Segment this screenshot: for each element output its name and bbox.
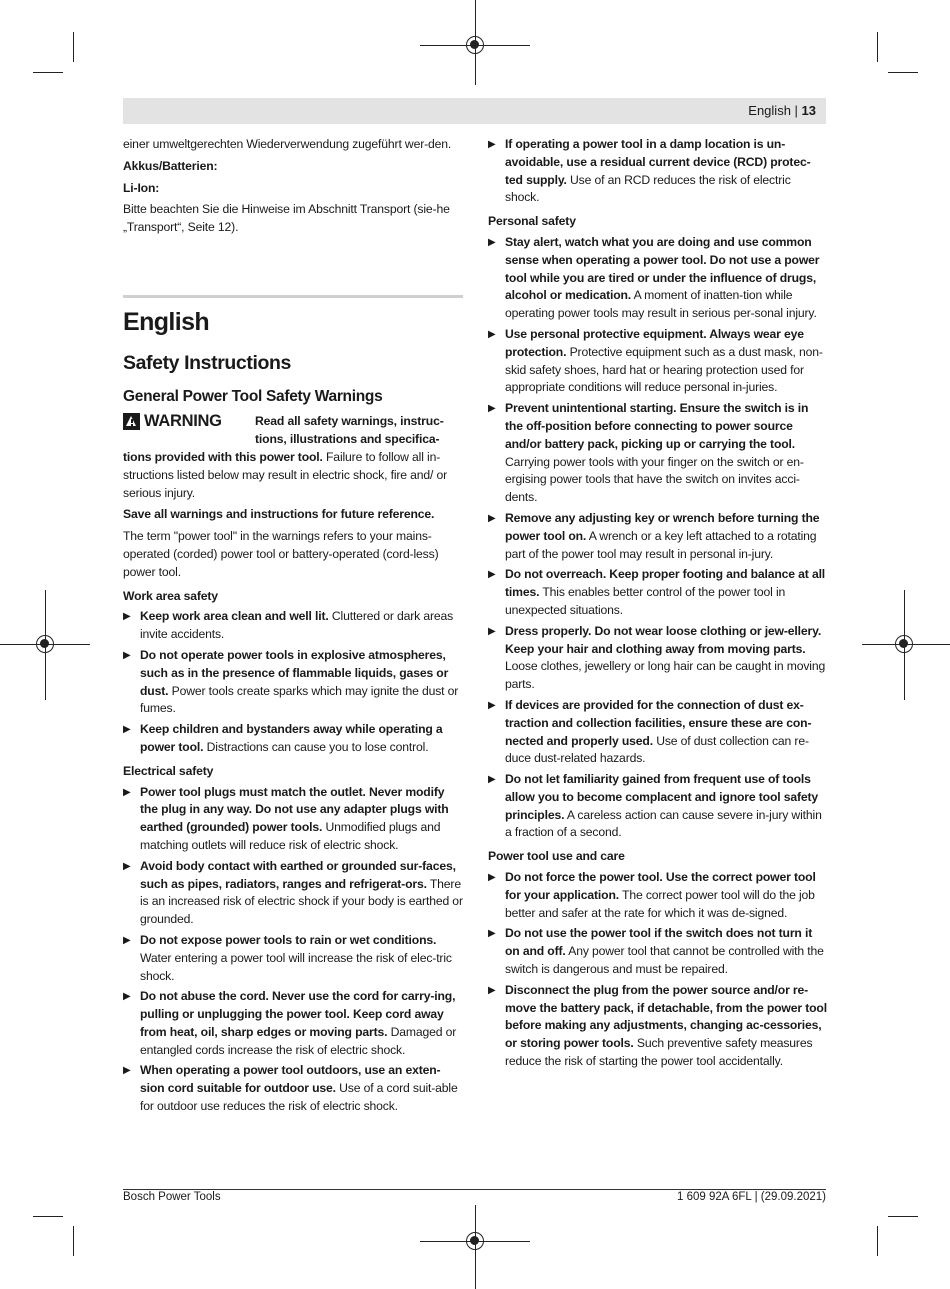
rcd-list	[488, 136, 828, 207]
bullet-bold: Do not operate power tools in explosive atmospheres, such as in the presence of flammable liquids, gases or dust.	[140, 647, 449, 698]
safety-title: Safety Instructions	[123, 351, 291, 374]
bullet-arrow-icon: ▶	[488, 774, 496, 786]
bullet-item	[488, 697, 828, 768]
crop-mark	[877, 32, 878, 62]
bullet-bold: When operating a power tool outdoors, use an exten-sion cord suitable for outdoor use.	[140, 1063, 441, 1096]
footer-brand: Bosch Power Tools	[123, 1191, 221, 1203]
bullet-text	[140, 784, 463, 855]
tool-use-list	[488, 869, 828, 1071]
crop-mark	[73, 32, 74, 62]
bullet-explanation: The correct power tool will do the job better and safer at the rate for which it was de-signed.	[505, 887, 815, 920]
bullet-text	[505, 510, 828, 563]
registration-mark-icon	[36, 635, 54, 653]
bullet-explanation: Distractions can cause you to lose control.	[206, 739, 429, 754]
warning-block	[123, 413, 463, 449]
bullet-bold: Do not abuse the cord. Never use the cord for carry-ing, pulling or unplugging the power tool. Keep cord away from heat, oil, sharp edges or moving parts.	[140, 989, 456, 1039]
bullet-item	[488, 869, 828, 922]
bullet-item	[488, 234, 828, 323]
term-definition: The term "power tool" in the warnings refers to your mains-operated (corded) power tool or battery-operated (cord-less) power tool.	[123, 529, 439, 579]
page-header	[123, 98, 826, 124]
registration-mark-icon	[895, 635, 913, 653]
bullet-text	[140, 858, 463, 929]
warning-label	[123, 413, 222, 431]
bullet-item	[123, 988, 463, 1059]
intro-continuation: einer umweltgerechten Wiederverwendung zugeführt wer-den.	[123, 137, 452, 151]
warning-triangle-icon	[123, 413, 140, 430]
bullet-arrow-icon: ▶	[123, 786, 131, 798]
bullet-bold: Keep children and bystanders away while operating a power tool.	[140, 722, 443, 754]
bullet-explanation: Protective equipment such as a dust mask, non-skid safety shoes, hard hat or hearing protection used for appropriate conditions will reduce personal in-juries.	[505, 344, 823, 395]
bullet-bold: If devices are provided for the connection of dust ex-traction and collection facilities, ensure these are con-nected and properly used.	[505, 697, 812, 748]
crop-mark	[877, 1226, 878, 1256]
bullet-item	[488, 771, 828, 842]
bullet-bold: Avoid body contact with earthed or grounded sur-faces, such as pipes, radiators, ranges and refrigerat-ors.	[140, 858, 456, 891]
bullet-arrow-icon: ▶	[123, 934, 131, 946]
bullet-arrow-icon: ▶	[123, 1065, 131, 1077]
crop-mark	[33, 1216, 63, 1217]
bullet-item	[488, 400, 828, 507]
bullet-bold: Do not expose power tools to rain or wet conditions.	[140, 932, 437, 947]
bullet-explanation: Water entering a power tool will increase the risk of elec-tric shock.	[140, 950, 452, 983]
header-section: English	[748, 103, 791, 118]
bullet-bold: Do not let familiarity gained from frequent use of tools allow you to become complacent and ignore tool safety principles.	[505, 772, 819, 822]
bullet-text	[140, 647, 463, 718]
bullet-item	[123, 721, 463, 757]
bullet-text	[140, 721, 463, 757]
bullet-arrow-icon: ▶	[123, 860, 131, 872]
bullet-bold: Keep work area clean and well lit.	[140, 609, 329, 624]
bullet-text	[505, 771, 828, 842]
bullet-arrow-icon: ▶	[488, 139, 496, 150]
bullet-explanation: Any power tool that cannot be controlled with the switch is dangerous and must be repaired.	[505, 944, 824, 977]
footer-rule	[123, 1189, 826, 1190]
header-label: English | 13	[748, 103, 816, 118]
footer-doc-number: 1 609 92A 6FL | (29.09.2021)	[677, 1191, 826, 1203]
bullet-explanation: Unmodified plugs and matching outlets will reduce risk of electric shock.	[140, 820, 441, 852]
bullet-explanation: There is an increased risk of electric shock if your body is earthed or grounded.	[140, 876, 463, 927]
bullet-item	[488, 623, 828, 694]
page-number: 13	[801, 103, 816, 118]
general-warnings-title: General Power Tool Safety Warnings	[123, 387, 383, 405]
bullet-text	[140, 1062, 463, 1115]
bullet-explanation: Use of an RCD reduces the risk of electric shock.	[505, 172, 791, 205]
bullet-arrow-icon: ▶	[488, 328, 496, 340]
bullet-text	[505, 869, 828, 922]
bullet-arrow-icon: ▶	[488, 625, 496, 637]
bullet-text	[505, 400, 828, 507]
bullet-item	[488, 136, 828, 207]
bullet-text	[505, 566, 828, 619]
left-column	[123, 136, 463, 1119]
bullet-bold: Power tool plugs must match the outlet. Never modify the plug in any way. Do not use any adapter plugs with earthed (grounded) power tools.	[140, 784, 449, 835]
crop-mark	[33, 72, 63, 73]
bullet-item	[488, 982, 828, 1071]
bullet-bold: Do not force the power tool. Use the correct power tool for your application.	[505, 870, 816, 902]
bullet-explanation: Power tools create sparks which may ignite the dust or fumes.	[140, 683, 459, 716]
bullet-explanation: A wrench or a key left attached to a rotating part of the power tool may result in personal in-jury.	[505, 528, 817, 561]
bullet-text	[505, 234, 828, 323]
save-instructions: Save all warnings and instructions for future reference.	[123, 507, 435, 522]
bullet-arrow-icon: ▶	[488, 984, 496, 996]
bullet-item	[123, 647, 463, 718]
liion-heading: Li-Ion:	[123, 180, 160, 195]
registration-mark-icon	[466, 1232, 484, 1250]
section-divider	[123, 295, 463, 298]
bullet-bold: Stay alert, watch what you are doing and use common sense when operating a power tool. Do not use a power tool while you are tired or under the influence of drugs, alcohol or medication.	[505, 234, 820, 303]
bullet-text	[505, 982, 828, 1071]
bullet-item	[123, 608, 463, 644]
bullet-arrow-icon: ▶	[488, 569, 496, 581]
bullet-explanation: Such preventive safety measures reduce the risk of starting the power tool accidentally.	[505, 1036, 813, 1069]
crop-mark	[888, 72, 918, 73]
work-area-list	[123, 608, 463, 756]
bullet-arrow-icon: ▶	[123, 724, 131, 736]
bullet-text	[140, 988, 463, 1059]
bullet-item	[488, 925, 828, 978]
bullet-explanation: Carrying power tools with your finger on the switch or en-ergising power tools that have the switch on invites acci-dents.	[505, 454, 804, 505]
bullet-arrow-icon: ▶	[123, 611, 131, 623]
bullet-text	[505, 623, 828, 694]
bullet-explanation: Use of dust collection can re-duce dust-related hazards.	[505, 733, 809, 766]
bullet-item	[123, 932, 463, 985]
bullet-text	[140, 932, 463, 985]
electrical-list	[123, 784, 463, 1116]
tool-use-heading: Power tool use and care	[488, 849, 625, 864]
bullet-bold: Prevent unintentional starting. Ensure the switch is in the off-position before connecting to power source and/or battery pack, picking up or carrying the tool.	[505, 401, 809, 451]
bullet-item	[123, 1062, 463, 1115]
warning-paragraph	[123, 449, 463, 502]
bullet-explanation: Damaged or entangled cords increase the risk of electric shock.	[140, 1024, 457, 1057]
bullet-text	[505, 925, 828, 978]
warning-heading: Read all safety warnings, instruc-tions, illustrations and specifica-	[255, 413, 444, 446]
bullet-explanation: A moment of inatten-tion while operating power tools may result in serious per-sonal injury.	[505, 288, 817, 321]
bullet-bold: Dress properly. Do not wear loose clothing or jew-ellery. Keep your hair and clothing away from moving parts.	[505, 623, 822, 656]
bullet-arrow-icon: ▶	[488, 236, 496, 248]
bullet-explanation: A careless action can cause severe in-jury within a fraction of a second.	[505, 807, 822, 840]
bullet-explanation: This enables better control of the power tool in unexpected situations.	[505, 585, 786, 617]
bullet-bold: Remove any adjusting key or wrench before turning the power tool on.	[505, 510, 820, 543]
warning-rest: Failure to follow all in-structions listed below may result in electric shock, fire and/ or serious injury.	[123, 449, 448, 500]
bullet-arrow-icon: ▶	[123, 991, 131, 1003]
electrical-heading: Electrical safety	[123, 763, 214, 778]
warning-word: WARNING	[144, 411, 222, 430]
bullet-arrow-icon: ▶	[123, 649, 131, 661]
bullet-bold: Do not use the power tool if the switch does not turn it on and off.	[505, 926, 813, 959]
bullet-bold: Disconnect the plug from the power source and/or re-move the battery pack, if detachable, from the power tool before making any adjustments, changing ac-cessories, or storing power tools.	[505, 982, 827, 1051]
registration-mark-icon	[466, 36, 484, 54]
personal-list	[488, 234, 828, 842]
bullet-arrow-icon: ▶	[488, 872, 496, 884]
bullet-arrow-icon: ▶	[488, 699, 496, 711]
akkus-heading: Akkus/Batterien:	[123, 158, 218, 173]
right-column	[488, 136, 828, 1074]
warning-bold: tions provided with this power tool.	[123, 449, 323, 464]
bullet-text	[505, 136, 828, 207]
bullet-text	[505, 326, 828, 397]
bullet-item	[488, 326, 828, 397]
personal-heading: Personal safety	[488, 214, 576, 229]
bullet-item	[488, 510, 828, 563]
bullet-arrow-icon: ▶	[488, 512, 496, 524]
crop-mark	[73, 1226, 74, 1256]
liion-text: Bitte beachten Sie die Hinweise im Abschnitt Transport (sie-he „Transport“, Seite 12).	[123, 202, 450, 235]
bullet-text	[140, 608, 463, 644]
bullet-item	[123, 784, 463, 855]
language-title: English	[123, 307, 210, 336]
bullet-explanation: Cluttered or dark areas invite accidents.	[140, 609, 454, 642]
bullet-item	[123, 858, 463, 929]
crop-mark	[888, 1216, 918, 1217]
bullet-explanation: Loose clothes, jewellery or long hair can be caught in moving parts.	[505, 659, 826, 692]
bullet-text	[505, 697, 828, 768]
bullet-bold: Do not overreach. Keep proper footing and balance at all times.	[505, 567, 826, 600]
bullet-bold: If operating a power tool in a damp location is un-avoidable, use a residual current device (RCD) protec-ted supply.	[505, 137, 811, 187]
work-area-heading: Work area safety	[123, 588, 218, 603]
bullet-bold: Use personal protective equipment. Always wear eye protection.	[505, 326, 804, 359]
bullet-arrow-icon: ▶	[488, 928, 496, 940]
bullet-item	[488, 566, 828, 619]
bullet-explanation: Use of a cord suit-able for outdoor use reduces the risk of electric shock.	[140, 1081, 458, 1114]
bullet-arrow-icon: ▶	[488, 403, 496, 415]
